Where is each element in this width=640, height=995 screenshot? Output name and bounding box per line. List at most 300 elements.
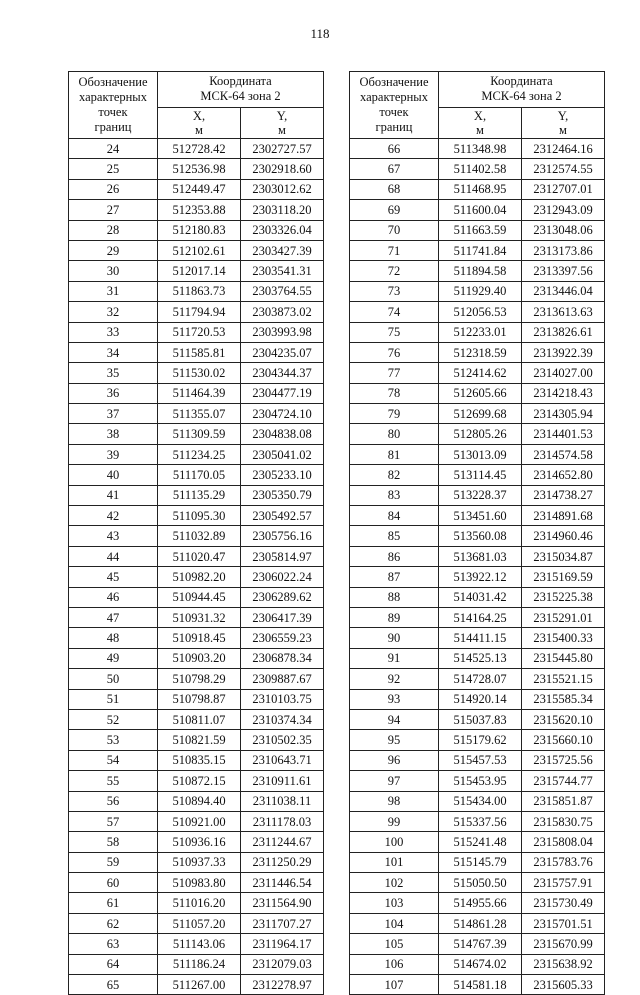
table-row	[350, 424, 605, 444]
point-number-cell: 55	[69, 771, 158, 791]
table-row	[350, 893, 605, 913]
y-coordinate-cell: 2304235.07	[241, 342, 324, 362]
x-coordinate-cell: 510835.15	[158, 750, 241, 770]
table-row	[69, 220, 324, 240]
x-coordinate-cell: 513114.45	[439, 465, 522, 485]
point-number-cell: 67	[350, 159, 439, 179]
point-number-cell: 31	[69, 281, 158, 301]
y-coordinate-cell: 2305492.57	[241, 506, 324, 526]
point-number-cell: 28	[69, 220, 158, 240]
x-coordinate-cell: 510821.59	[158, 730, 241, 750]
table-row	[69, 281, 324, 301]
table-row	[350, 363, 605, 383]
point-number-cell: 94	[350, 709, 439, 729]
table-body-left	[69, 72, 324, 995]
x-coordinate-cell: 514767.39	[439, 934, 522, 954]
y-coordinate-cell: 2306878.34	[241, 648, 324, 668]
point-number-cell: 25	[69, 159, 158, 179]
x-coordinate-cell: 510894.40	[158, 791, 241, 811]
x-coordinate-cell: 512805.26	[439, 424, 522, 444]
x-coordinate-cell: 511032.89	[158, 526, 241, 546]
table-row	[69, 465, 324, 485]
y-coordinate-cell: 2302918.60	[241, 159, 324, 179]
table-row	[350, 648, 605, 668]
y-coordinate-cell: 2315225.38	[522, 587, 605, 607]
x-coordinate-cell: 511095.30	[158, 506, 241, 526]
point-number-cell: 97	[350, 771, 439, 791]
table-row	[350, 975, 605, 995]
table-row	[350, 791, 605, 811]
y-coordinate-cell: 2313048.06	[522, 220, 605, 240]
x-coordinate-cell: 514955.66	[439, 893, 522, 913]
table-row	[69, 648, 324, 668]
table-row	[350, 954, 605, 974]
x-coordinate-cell: 511348.98	[439, 139, 522, 159]
x-coordinate-cell: 510983.80	[158, 873, 241, 893]
table-row	[69, 302, 324, 322]
table-row	[69, 546, 324, 566]
table-row	[69, 852, 324, 872]
point-number-cell: 86	[350, 546, 439, 566]
table-row	[350, 811, 605, 831]
table-row	[350, 261, 605, 281]
y-coordinate-cell: 2311038.11	[241, 791, 324, 811]
table-row	[69, 200, 324, 220]
table-row	[350, 200, 605, 220]
y-coordinate-cell: 2314652.80	[522, 465, 605, 485]
point-number-cell: 49	[69, 648, 158, 668]
table-row	[69, 669, 324, 689]
y-coordinate-cell: 2306559.23	[241, 628, 324, 648]
x-coordinate-cell: 511057.20	[158, 913, 241, 933]
y-coordinate-cell: 2315291.01	[522, 607, 605, 627]
point-number-cell: 30	[69, 261, 158, 281]
point-number-cell: 79	[350, 404, 439, 424]
point-number-cell: 43	[69, 526, 158, 546]
y-coordinate-cell: 2315701.51	[522, 913, 605, 933]
y-coordinate-cell: 2311707.27	[241, 913, 324, 933]
table-row	[69, 179, 324, 199]
table-row	[350, 709, 605, 729]
y-coordinate-cell: 2303873.02	[241, 302, 324, 322]
x-coordinate-cell: 512699.68	[439, 404, 522, 424]
table-row	[69, 893, 324, 913]
x-coordinate-cell: 513451.60	[439, 506, 522, 526]
point-number-cell: 103	[350, 893, 439, 913]
x-coordinate-cell: 512449.47	[158, 179, 241, 199]
point-number-cell: 92	[350, 669, 439, 689]
table-row	[69, 485, 324, 505]
point-number-cell: 85	[350, 526, 439, 546]
y-coordinate-cell: 2310643.71	[241, 750, 324, 770]
x-coordinate-cell: 511585.81	[158, 342, 241, 362]
x-coordinate-cell: 510944.45	[158, 587, 241, 607]
point-number-cell: 35	[69, 363, 158, 383]
point-number-cell: 105	[350, 934, 439, 954]
table-header-row	[69, 72, 324, 108]
y-coordinate-cell: 2313613.63	[522, 302, 605, 322]
table-row	[69, 607, 324, 627]
y-coordinate-cell: 2315169.59	[522, 567, 605, 587]
point-number-cell: 36	[69, 383, 158, 403]
table-row	[69, 363, 324, 383]
table-row	[69, 750, 324, 770]
point-number-cell: 50	[69, 669, 158, 689]
y-coordinate-cell: 2310502.35	[241, 730, 324, 750]
x-coordinate-cell: 512536.98	[158, 159, 241, 179]
point-number-cell: 41	[69, 485, 158, 505]
point-number-cell: 61	[69, 893, 158, 913]
table-row	[69, 587, 324, 607]
y-coordinate-cell: 2304724.10	[241, 404, 324, 424]
x-coordinate-cell: 511234.25	[158, 444, 241, 464]
table-row	[69, 913, 324, 933]
point-number-cell: 84	[350, 506, 439, 526]
x-coordinate-cell: 515241.48	[439, 832, 522, 852]
point-number-cell: 59	[69, 852, 158, 872]
point-number-cell: 88	[350, 587, 439, 607]
table-row	[69, 709, 324, 729]
y-coordinate-cell: 2303427.39	[241, 240, 324, 260]
point-number-cell: 68	[350, 179, 439, 199]
y-coordinate-cell: 2303541.31	[241, 261, 324, 281]
x-coordinate-cell: 511135.29	[158, 485, 241, 505]
table-header-row	[350, 72, 605, 108]
y-coordinate-cell: 2306417.39	[241, 607, 324, 627]
y-coordinate-cell: 2313446.04	[522, 281, 605, 301]
point-number-cell: 107	[350, 975, 439, 995]
point-number-cell: 66	[350, 139, 439, 159]
y-coordinate-cell: 2311178.03	[241, 811, 324, 831]
y-coordinate-cell: 2305350.79	[241, 485, 324, 505]
page-number: 118	[310, 26, 330, 41]
point-number-cell: 42	[69, 506, 158, 526]
x-coordinate-cell: 514031.42	[439, 587, 522, 607]
y-coordinate-cell: 2315744.77	[522, 771, 605, 791]
x-coordinate-cell: 510918.45	[158, 628, 241, 648]
table-row	[69, 628, 324, 648]
y-coordinate-cell: 2312943.09	[522, 200, 605, 220]
x-coordinate-cell: 513681.03	[439, 546, 522, 566]
table-row	[69, 159, 324, 179]
y-coordinate-cell: 2315620.10	[522, 709, 605, 729]
x-coordinate-cell: 514581.18	[439, 975, 522, 995]
x-coordinate-cell: 513228.37	[439, 485, 522, 505]
point-number-cell: 56	[69, 791, 158, 811]
x-coordinate-cell: 514525.13	[439, 648, 522, 668]
coordinates-table-right	[349, 71, 605, 995]
point-number-cell: 57	[69, 811, 158, 831]
x-coordinate-cell: 511402.58	[439, 159, 522, 179]
y-coordinate-cell: 2313173.86	[522, 240, 605, 260]
y-coordinate-cell: 2305756.16	[241, 526, 324, 546]
x-coordinate-cell: 514674.02	[439, 954, 522, 974]
point-number-cell: 89	[350, 607, 439, 627]
table-row	[350, 302, 605, 322]
table-row	[69, 342, 324, 362]
point-number-cell: 47	[69, 607, 158, 627]
point-designation-header: Обозначение характерных точек границ	[350, 72, 439, 139]
point-number-cell: 33	[69, 322, 158, 342]
table-row	[69, 444, 324, 464]
table-row	[69, 771, 324, 791]
point-number-cell: 51	[69, 689, 158, 709]
x-coordinate-cell: 510921.00	[158, 811, 241, 831]
y-coordinate-cell: 2313922.39	[522, 342, 605, 362]
table-row	[350, 322, 605, 342]
y-coordinate-cell: 2310374.34	[241, 709, 324, 729]
y-coordinate-cell: 2315585.34	[522, 689, 605, 709]
table-row	[350, 832, 605, 852]
table-row	[350, 567, 605, 587]
table-row	[69, 240, 324, 260]
point-number-cell: 64	[69, 954, 158, 974]
x-coordinate-cell: 510931.32	[158, 607, 241, 627]
y-coordinate-cell: 2314401.53	[522, 424, 605, 444]
point-number-cell: 48	[69, 628, 158, 648]
point-number-cell: 53	[69, 730, 158, 750]
x-coordinate-cell: 515050.50	[439, 873, 522, 893]
point-number-cell: 58	[69, 832, 158, 852]
table-row	[350, 383, 605, 403]
x-coordinate-cell: 511355.07	[158, 404, 241, 424]
table-row	[69, 506, 324, 526]
point-number-cell: 81	[350, 444, 439, 464]
x-coordinate-cell: 515337.56	[439, 811, 522, 831]
y-coordinate-cell: 2315034.87	[522, 546, 605, 566]
x-coordinate-cell: 515457.53	[439, 750, 522, 770]
x-coordinate-cell: 511530.02	[158, 363, 241, 383]
table-row	[350, 240, 605, 260]
x-coordinate-cell: 514861.28	[439, 913, 522, 933]
y-coordinate-cell: 2315725.56	[522, 750, 605, 770]
y-coordinate-cell: 2303993.98	[241, 322, 324, 342]
table-row	[69, 730, 324, 750]
point-number-cell: 45	[69, 567, 158, 587]
y-coordinate-cell: 2302727.57	[241, 139, 324, 159]
point-number-cell: 98	[350, 791, 439, 811]
y-coordinate-cell: 2312574.55	[522, 159, 605, 179]
point-number-cell: 44	[69, 546, 158, 566]
point-number-cell: 29	[69, 240, 158, 260]
table-row	[350, 689, 605, 709]
table-row	[350, 628, 605, 648]
y-coordinate-cell: 2315851.87	[522, 791, 605, 811]
point-number-cell: 83	[350, 485, 439, 505]
table-row	[69, 322, 324, 342]
x-coordinate-cell: 510903.20	[158, 648, 241, 668]
y-coordinate-cell: 2315445.80	[522, 648, 605, 668]
point-number-cell: 102	[350, 873, 439, 893]
y-coordinate-cell: 2305814.97	[241, 546, 324, 566]
point-number-cell: 80	[350, 424, 439, 444]
x-coordinate-cell: 512102.61	[158, 240, 241, 260]
point-number-cell: 99	[350, 811, 439, 831]
table-row	[350, 179, 605, 199]
point-number-cell: 100	[350, 832, 439, 852]
x-column-header: X, м	[439, 108, 522, 139]
y-coordinate-cell: 2315670.99	[522, 934, 605, 954]
y-coordinate-cell: 2306022.24	[241, 567, 324, 587]
y-coordinate-cell: 2313397.56	[522, 261, 605, 281]
point-number-cell: 101	[350, 852, 439, 872]
x-coordinate-cell: 515037.83	[439, 709, 522, 729]
point-number-cell: 63	[69, 934, 158, 954]
table-row	[350, 404, 605, 424]
y-coordinate-cell: 2313826.61	[522, 322, 605, 342]
x-coordinate-cell: 511894.58	[439, 261, 522, 281]
y-coordinate-cell: 2312464.16	[522, 139, 605, 159]
x-coordinate-cell: 512605.66	[439, 383, 522, 403]
x-coordinate-cell: 511663.59	[439, 220, 522, 240]
point-number-cell: 24	[69, 139, 158, 159]
x-coordinate-cell: 511600.04	[439, 200, 522, 220]
x-coordinate-cell: 512414.62	[439, 363, 522, 383]
x-coordinate-cell: 512017.14	[158, 261, 241, 281]
x-coordinate-cell: 510937.33	[158, 852, 241, 872]
point-number-cell: 76	[350, 342, 439, 362]
table-row	[350, 526, 605, 546]
table-row	[350, 444, 605, 464]
table-row	[350, 546, 605, 566]
table-row	[69, 383, 324, 403]
table-row	[350, 913, 605, 933]
table-row	[69, 975, 324, 995]
table-row	[350, 281, 605, 301]
point-number-cell: 82	[350, 465, 439, 485]
point-number-cell: 34	[69, 342, 158, 362]
y-coordinate-cell: 2315757.91	[522, 873, 605, 893]
y-coordinate-cell: 2315660.10	[522, 730, 605, 750]
x-coordinate-cell: 510798.29	[158, 669, 241, 689]
point-number-cell: 60	[69, 873, 158, 893]
y-coordinate-cell: 2310103.75	[241, 689, 324, 709]
table-row	[350, 465, 605, 485]
y-coordinate-cell: 2315730.49	[522, 893, 605, 913]
x-coordinate-cell: 511468.95	[439, 179, 522, 199]
y-coordinate-cell: 2314960.46	[522, 526, 605, 546]
y-coordinate-cell: 2314574.58	[522, 444, 605, 464]
x-coordinate-cell: 510936.16	[158, 832, 241, 852]
x-coordinate-cell: 512728.42	[158, 139, 241, 159]
x-coordinate-cell: 515145.79	[439, 852, 522, 872]
y-coordinate-cell: 2303326.04	[241, 220, 324, 240]
x-coordinate-cell: 515453.95	[439, 771, 522, 791]
x-coordinate-cell: 511309.59	[158, 424, 241, 444]
point-number-cell: 73	[350, 281, 439, 301]
y-column-header: Y, м	[241, 108, 324, 139]
y-coordinate-cell: 2304344.37	[241, 363, 324, 383]
x-coordinate-cell: 515179.62	[439, 730, 522, 750]
y-coordinate-cell: 2306289.62	[241, 587, 324, 607]
coordinate-group-header: Координата МСК-64 зона 2	[439, 72, 605, 108]
y-coordinate-cell: 2303012.62	[241, 179, 324, 199]
table-row	[69, 934, 324, 954]
table-row	[350, 934, 605, 954]
table-row	[350, 506, 605, 526]
y-coordinate-cell: 2305041.02	[241, 444, 324, 464]
table-row	[350, 669, 605, 689]
y-coordinate-cell: 2312707.01	[522, 179, 605, 199]
x-coordinate-cell: 510982.20	[158, 567, 241, 587]
y-coordinate-cell: 2309887.67	[241, 669, 324, 689]
point-number-cell: 78	[350, 383, 439, 403]
table-row	[69, 424, 324, 444]
x-coordinate-cell: 511863.73	[158, 281, 241, 301]
x-column-header: X, м	[158, 108, 241, 139]
table-row	[350, 730, 605, 750]
table-row	[350, 220, 605, 240]
y-coordinate-cell: 2303764.55	[241, 281, 324, 301]
table-row	[69, 811, 324, 831]
x-coordinate-cell: 514920.14	[439, 689, 522, 709]
table-row	[350, 342, 605, 362]
point-number-cell: 52	[69, 709, 158, 729]
x-coordinate-cell: 511143.06	[158, 934, 241, 954]
y-coordinate-cell: 2305233.10	[241, 465, 324, 485]
table-row	[350, 607, 605, 627]
x-coordinate-cell: 511186.24	[158, 954, 241, 974]
x-coordinate-cell: 514728.07	[439, 669, 522, 689]
point-number-cell: 69	[350, 200, 439, 220]
x-coordinate-cell: 511267.00	[158, 975, 241, 995]
point-number-cell: 39	[69, 444, 158, 464]
point-number-cell: 40	[69, 465, 158, 485]
x-coordinate-cell: 512353.88	[158, 200, 241, 220]
point-number-cell: 37	[69, 404, 158, 424]
x-coordinate-cell: 511016.20	[158, 893, 241, 913]
x-coordinate-cell: 512056.53	[439, 302, 522, 322]
y-coordinate-cell: 2315808.04	[522, 832, 605, 852]
y-coordinate-cell: 2314305.94	[522, 404, 605, 424]
x-coordinate-cell: 514411.15	[439, 628, 522, 648]
table-row	[69, 567, 324, 587]
y-coordinate-cell: 2311564.90	[241, 893, 324, 913]
point-number-cell: 91	[350, 648, 439, 668]
y-coordinate-cell: 2314027.00	[522, 363, 605, 383]
table-body-right	[350, 72, 605, 995]
y-coordinate-cell: 2315605.33	[522, 975, 605, 995]
point-number-cell: 32	[69, 302, 158, 322]
point-number-cell: 72	[350, 261, 439, 281]
x-coordinate-cell: 513560.08	[439, 526, 522, 546]
point-number-cell: 38	[69, 424, 158, 444]
y-coordinate-cell: 2311250.29	[241, 852, 324, 872]
table-row	[69, 404, 324, 424]
table-row	[69, 139, 324, 159]
point-number-cell: 75	[350, 322, 439, 342]
table-row	[69, 526, 324, 546]
x-coordinate-cell: 511464.39	[158, 383, 241, 403]
point-number-cell: 77	[350, 363, 439, 383]
table-row	[350, 852, 605, 872]
table-row	[69, 832, 324, 852]
table-row	[350, 159, 605, 179]
coordinate-group-header: Координата МСК-64 зона 2	[158, 72, 324, 108]
x-coordinate-cell: 510872.15	[158, 771, 241, 791]
point-number-cell: 54	[69, 750, 158, 770]
point-number-cell: 95	[350, 730, 439, 750]
x-coordinate-cell: 513013.09	[439, 444, 522, 464]
y-coordinate-cell: 2315638.92	[522, 954, 605, 974]
point-designation-header: Обозначение характерных точек границ	[69, 72, 158, 139]
y-coordinate-cell: 2314218.43	[522, 383, 605, 403]
point-number-cell: 106	[350, 954, 439, 974]
table-row	[69, 791, 324, 811]
table-row	[350, 750, 605, 770]
table-row	[350, 139, 605, 159]
y-coordinate-cell: 2315400.33	[522, 628, 605, 648]
